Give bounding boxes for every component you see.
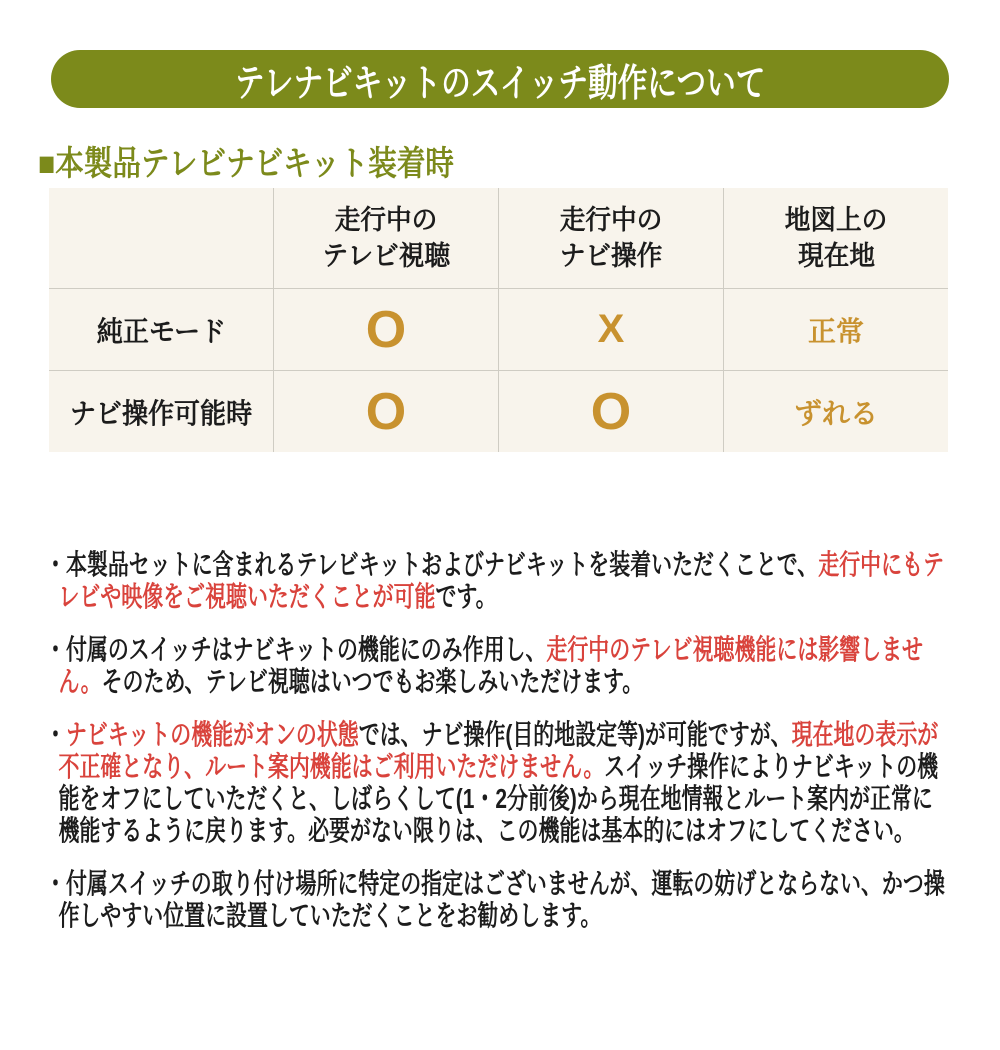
mark-cross-nav-stock: X [499, 289, 723, 370]
col-header-nav-while-driving: 走行中の ナビ操作 [499, 188, 723, 288]
status-map-stock: 正常 [724, 289, 948, 370]
highlighted-text: 走行中のテレビ視聴機能には影響しません。 [58, 634, 923, 697]
switch-compatibility-table [49, 188, 948, 452]
mark-circle-tv-enabled: O [274, 371, 498, 452]
highlighted-text: 走行中にもテレビや映像をご視聴いただくことが可能 [58, 549, 944, 612]
note-paragraph-3: ・ナビキットの機能がオンの状態では、ナビ操作(目的地設定等)が可能ですが、現在地の表示が不正確となり、ルート案内機能はご利用いただけません。スイッチ操作によりナビキットの機能をオフにしていただくと、しばらくして(1・2分前後)から現在地情報とルート案内が正常に機能するように戻ります。必要がない限りは、この機能は基本的にはオフにしてください。 [45, 719, 939, 846]
note-paragraph-4: ・付属スイッチの取り付け場所に特定の指定はございませんが、運転の妨げとならない、かつ操作しやすい位置に設置していただくことをお勧めします。 [45, 868, 945, 931]
col-header-tv-while-driving: 走行中の テレビ視聴 [274, 188, 498, 288]
highlighted-text: 現在地の表示が不正確となり、ルート案内機能はご利用いただけません。 [58, 719, 939, 782]
note-paragraph-2: ・付属のスイッチはナビキットの機能にのみ作用し、走行中のテレビ視聴機能には影響しません。そのため、テレビ視聴はいつでもお楽しみいただけます。 [45, 634, 923, 697]
note-paragraph-1: ・本製品セットに含まれるテレビキットおよびナビキットを装着いただくことで、走行中にもテレビや映像をご視聴いただくことが可能です。 [45, 549, 944, 612]
table-corner-cell [49, 188, 273, 288]
page [0, 50, 1000, 1050]
status-map-enabled: ずれる [724, 371, 948, 452]
page-title: テレナビキットのスイッチ動作について [234, 62, 766, 105]
row-label-nav-enabled: ナビ操作可能時 [49, 371, 273, 452]
mark-circle-nav-enabled: O [499, 371, 723, 452]
section-heading: ■本製品テレビナビキット装着時 [38, 145, 454, 183]
notes-section [45, 549, 950, 932]
mark-circle-tv-stock: O [274, 289, 498, 370]
title-banner [51, 50, 949, 108]
highlighted-text: ナビキットの機能がオンの状態 [65, 719, 359, 750]
row-label-stock-mode: 純正モード [49, 289, 273, 370]
col-header-map-position: 地図上の 現在地 [724, 188, 948, 288]
